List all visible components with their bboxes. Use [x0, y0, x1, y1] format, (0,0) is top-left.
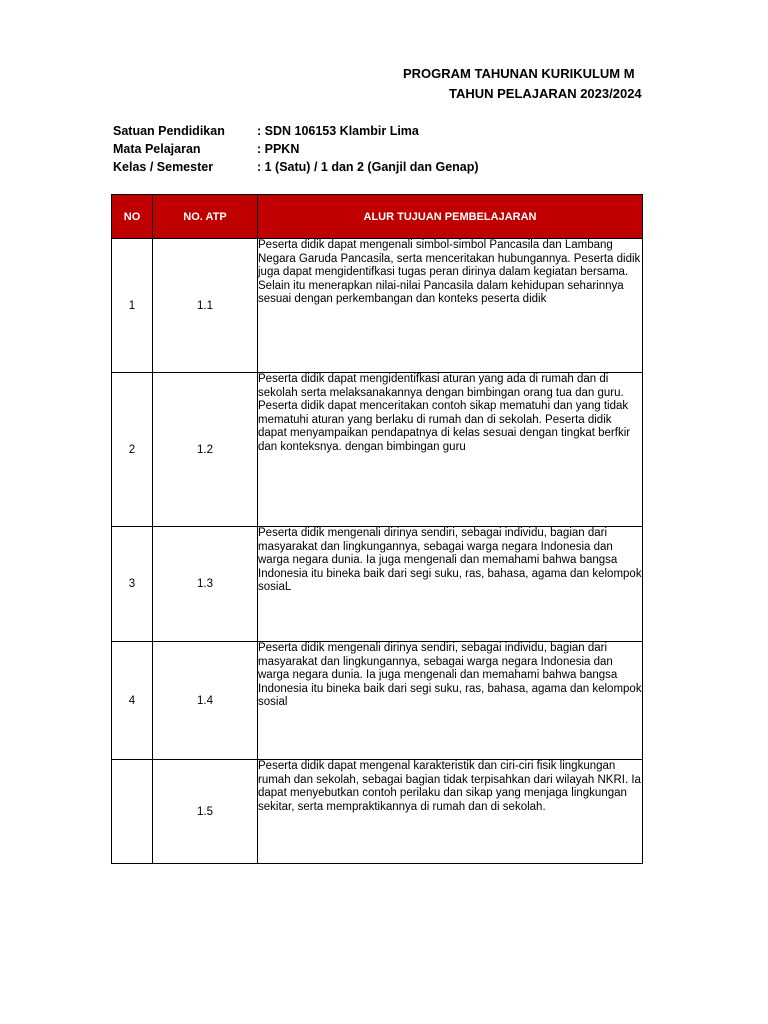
document-meta — [113, 122, 479, 176]
meta-row-mapel — [113, 140, 479, 158]
row-no: 4 — [112, 642, 153, 760]
row-atp: 1.3 — [153, 527, 258, 642]
row-alur: Peserta didik mengenali dirinya sendiri, sebagai individu, bagian dari masyarakat dan lingkungannya, sebagai warga negara Indonesia dan warga negara dunia. Ia juga mengenali dan memahami bahwa bangsa Indonesia itu bineka baik dari segi suku, ras, bahasa, agama dan kelompok sosiaL — [258, 527, 643, 642]
row-atp: 1.2 — [153, 373, 258, 527]
row-alur: Peserta didik dapat mengenal karakteristik dan ciri-ciri fisik lingkungan rumah dan sekolah, sebagai bagian tidak terpisahkan dari wilayah NKRI. Ia dapat menyebutkan contoh perilaku dan sikap yang menjaga lingkungan sekitar, serta mempraktikannya di rumah dan di sekolah. — [258, 760, 643, 864]
row-atp: 1.4 — [153, 642, 258, 760]
atp-table — [111, 194, 643, 864]
meta-value: : 1 (Satu) / 1 dan 2 (Ganjil dan Genap) — [257, 160, 479, 174]
row-no — [112, 760, 153, 864]
row-alur: Peserta didik dapat mengidentifkasi aturan yang ada di rumah dan di sekolah serta melaksanakannya dengan bimbingan orang tua dan guru. Peserta didik dapat menceritakan contoh sikap mematuhi dan yang tidak mematuhi aturan yang berlaku di rumah dan di sekolah. Peserta didik dapat menyampaikan pendapatnya di kelas sesuai dengan tingkat berfkir dan konteksnya. dengan bimbingan guru — [258, 373, 643, 527]
header-no-atp: NO. ATP — [153, 195, 258, 239]
row-alur: Peserta didik mengenali dirinya sendiri, sebagai individu, bagian dari masyarakat dan lingkungannya, sebagai warga negara Indonesia dan warga negara dunia. Ia juga mengenali dan memahami bahwa bangsa Indonesia itu bineka baik dari segi suku, ras, bahasa, agama dan kelompok sosial — [258, 642, 643, 760]
meta-value: : SDN 106153 Klambir Lima — [257, 124, 419, 138]
row-atp: 1.5 — [153, 760, 258, 864]
header-alur: ALUR TUJUAN PEMBELAJARAN — [258, 195, 643, 239]
table-row — [112, 527, 643, 642]
meta-label: Kelas / Semester — [113, 160, 214, 174]
table-row — [112, 642, 643, 760]
meta-label: Satuan Pendidikan — [113, 124, 225, 138]
header-no: NO — [112, 195, 153, 239]
row-no: 3 — [112, 527, 153, 642]
title-line-1: PROGRAM TAHUNAN KURIKULUM M — [403, 66, 635, 81]
row-atp: 1.1 — [153, 239, 258, 373]
meta-label: Mata Pelajaran — [113, 142, 201, 156]
meta-row-satuan — [113, 122, 479, 140]
row-no: 2 — [112, 373, 153, 527]
meta-row-kelas — [113, 158, 479, 176]
table-row — [112, 760, 643, 864]
row-alur: Peserta didik dapat mengenali simbol-simbol Pancasila dan Lambang Negara Garuda Pancasila, serta menceritakan hubungannya. Peserta didik juga dapat mengidentifkasi tugas peran dirinya dalam kegiatan bersama. Selain itu menerapkan nilai-nilai Pancasila dalam kehidupan seharinnya sesuai dengan perkembangan dan konteks peserta didik — [258, 239, 643, 373]
document-title — [380, 66, 642, 106]
table-row — [112, 239, 643, 373]
row-no: 1 — [112, 239, 153, 373]
meta-value: : PPKN — [257, 142, 300, 156]
title-line-2: TAHUN PELAJARAN 2023/2024 — [449, 86, 642, 101]
table-header-row — [112, 195, 643, 239]
table-row — [112, 373, 643, 527]
